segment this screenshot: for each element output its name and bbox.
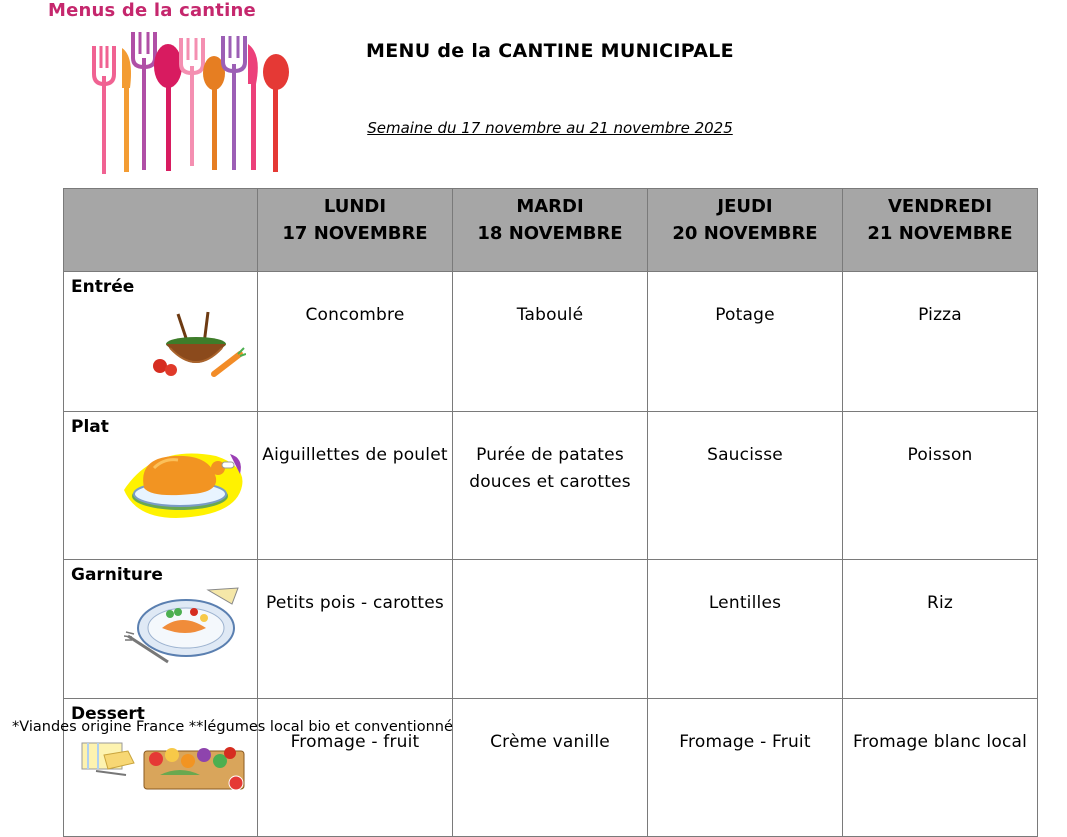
day-name: VENDREDI — [887, 196, 993, 217]
dish-cell: Fromage - fruit — [258, 699, 453, 837]
category-label: Entrée — [71, 277, 135, 297]
category-cell — [64, 412, 258, 560]
vegetable-plate-icon — [124, 584, 248, 664]
dish-cell: Crème vanille — [453, 699, 648, 837]
salad-bowl-icon — [146, 308, 246, 380]
category-label: Garniture — [71, 565, 163, 585]
row-garniture — [64, 560, 1038, 699]
dish-cell: Taboulé — [453, 272, 648, 412]
dish-cell — [453, 560, 648, 699]
dish-cell: Riz — [843, 560, 1038, 699]
dish-cell: Potage — [648, 272, 843, 412]
day-date: 21 NOVEMBRE — [867, 223, 1013, 244]
dish-cell: Saucisse — [648, 412, 843, 560]
dish-cell: Fromage - Fruit — [648, 699, 843, 837]
dish-cell: Petits pois - carottes — [258, 560, 453, 699]
category-label: Dessert — [71, 704, 145, 724]
dish-cell: Purée de patates douces et carottes — [453, 412, 648, 560]
category-cell — [64, 272, 258, 412]
day-date: 17 NOVEMBRE — [282, 223, 428, 244]
day-date: 20 NOVEMBRE — [672, 223, 818, 244]
logo-title: Menus de la cantine — [48, 0, 256, 21]
header-day-thursday — [648, 189, 843, 272]
row-plat — [64, 412, 1038, 560]
header-day-monday — [258, 189, 453, 272]
cheese-fruit-icon — [80, 731, 252, 797]
menu-table — [63, 188, 1038, 837]
category-label: Plat — [71, 417, 109, 437]
header-day-tuesday — [453, 189, 648, 272]
header-row — [64, 189, 1038, 272]
dish-cell: Lentilles — [648, 560, 843, 699]
day-name: MARDI — [516, 196, 584, 217]
week-subtitle: Semaine du 17 novembre au 21 novembre 2025 — [367, 119, 733, 137]
header-empty-cell — [64, 189, 258, 272]
dish-cell: Fromage blanc local — [843, 699, 1038, 837]
day-date: 18 NOVEMBRE — [477, 223, 623, 244]
dish-cell: Poisson — [843, 412, 1038, 560]
day-name: JEUDI — [717, 196, 773, 217]
dish-cell: Concombre — [258, 272, 453, 412]
footnote: *Viandes origine France **légumes local bio et conventionné — [12, 719, 453, 735]
dish-cell: Pizza — [843, 272, 1038, 412]
dish-cell: Aiguillettes de poulet — [258, 412, 453, 560]
page-title: MENU de la CANTINE MUNICIPALE — [366, 40, 734, 62]
category-cell — [64, 560, 258, 699]
roast-chicken-icon — [120, 438, 248, 520]
row-entree — [64, 272, 1038, 412]
day-name: LUNDI — [323, 196, 387, 217]
logo — [44, 0, 294, 180]
header-day-friday — [843, 189, 1038, 272]
